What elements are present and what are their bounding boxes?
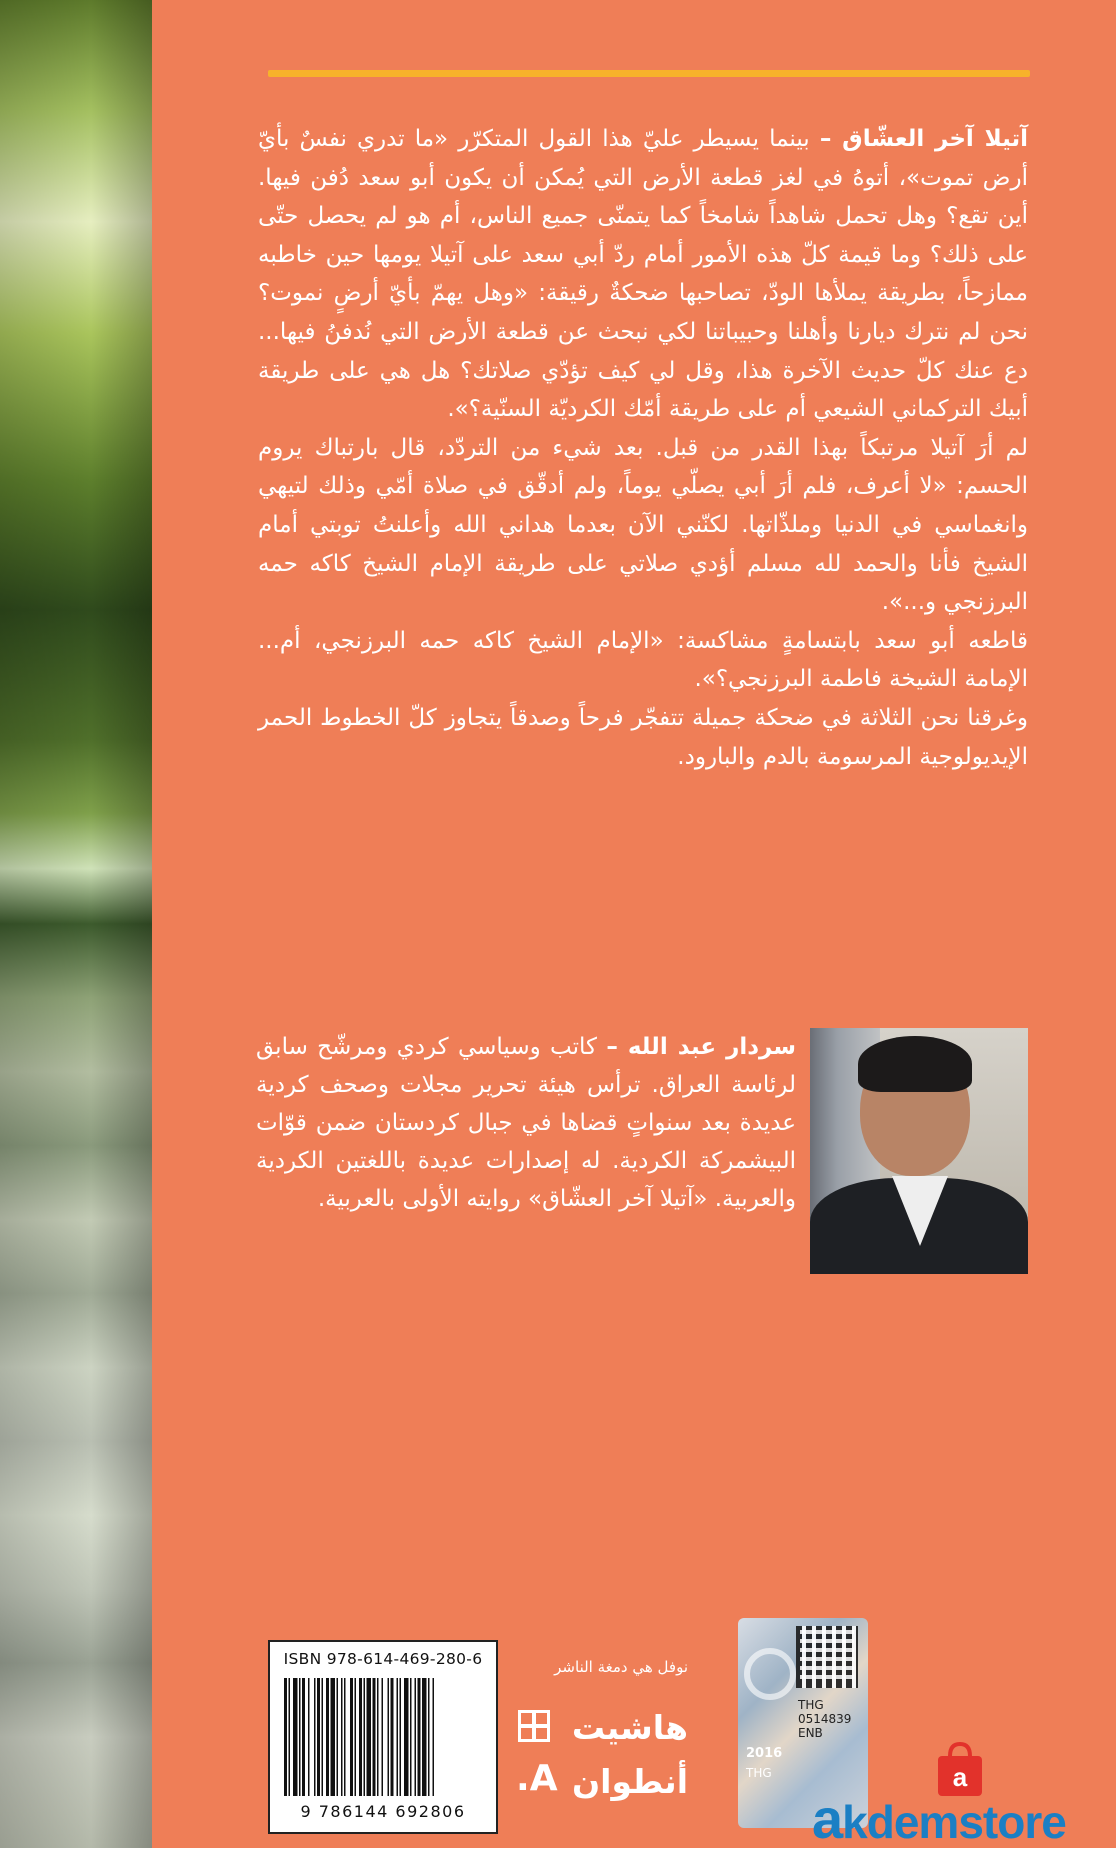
store-first-letter: a	[812, 1787, 843, 1850]
publisher-logo	[516, 1640, 688, 1830]
barcode-bar	[382, 1678, 384, 1796]
barcode-bar	[359, 1678, 362, 1796]
blurb-paragraph-2: لم أرَ آتيلا مرتبكاً بهذا القدر من قبل. بعد شيء من التردّد، قال بارتباك يروم الحسم: «لا أعرف، فلم أرَ أبي يصلّي يوماً، ولم أدقّق في صلاة أمّي وذلك لتيهي وانغماسي في الدنيا وملذّاتها. لكنّني الآن بعدما هداني الله وأعلنتُ توبتي أمام الشيخ فأنا والحمد لله مسلم أؤدي صلاتي على طريقة الإمام الشيخ كاكه حمه البرزنجي و...».	[258, 434, 1028, 616]
blurb-paragraph-3: قاطعه أبو سعد بابتسامةٍ مشاكسة: «الإمام الشيخ كاكه حمه البرزنجي، أم... الإمامة الشيخة فاطمة البرزنجي؟».	[258, 627, 1028, 693]
publisher-name-bottom: أنطوان	[571, 1762, 688, 1801]
barcode-bar	[422, 1678, 427, 1796]
blurb-text-1: بينما يسيطر عليّ هذا القول المتكرّر «ما تدري نفسٌ بأيّ أرض تموت»، أتوهُ في لغز قطعة الأرض التي يُمكن أن يكون أبو سعد دُفن فيها. أين تقع؟ وهل تحمل شاهداً شامخاً كما يتمنّى جميع الناس، أم هو لم يحصل حتّى على ذلك؟ وما قيمة كلّ هذه الأمور أمام ردّ أبي سعد على آتيلا يومها حين خاطبه ممازحاً، بطريقة يملأها الودّ، تصاحبها ضحكةٌ رقيقة: «وهل يهمّ بأيّ أرضٍ نموت؟ نحن لم نترك ديارنا وأهلنا وحبيباتنا لكي نبحث عن قطعة الأرض التي نُدفنُ فيها... دع عنك كلّ حديث الآخرة هذا، وقل لي كيف تؤدّي صلاتك؟ هل هي على طريقة أبيك التركماني الشيعي أم على طريقة أمّك الكرديّة السنّية؟».	[258, 126, 1028, 423]
barcode-bar	[418, 1678, 421, 1796]
hologram-swirl-icon	[744, 1648, 796, 1700]
barcode-bar	[293, 1678, 298, 1796]
hologram-year: 2016	[746, 1746, 783, 1761]
barcode-bar	[391, 1678, 394, 1796]
barcode-bar	[317, 1678, 320, 1796]
author-photo	[810, 1028, 1028, 1274]
barcode-bar	[331, 1678, 336, 1796]
author-section	[258, 1028, 1028, 1278]
blurb-paragraph-4: وغرقنا نحن الثلاثة في ضحكة جميلة تتفجّر فرحاً وصدقاً يتجاوز كلّ الخطوط الحمر الإيديولوجية المرسومة بالدم والبارود.	[258, 704, 1028, 770]
photo-hair	[858, 1036, 972, 1092]
barcode-bar	[388, 1678, 390, 1796]
barcode-bar	[289, 1678, 291, 1796]
barcode-bar	[344, 1678, 346, 1796]
qr-code-pattern	[800, 1630, 854, 1684]
publisher-name-top: هاشيت	[571, 1708, 688, 1747]
barcode-bar	[299, 1678, 301, 1796]
barcode-bar	[341, 1678, 343, 1796]
blurb	[258, 120, 1028, 776]
store-watermark	[812, 1787, 1112, 1850]
hologram-code	[798, 1698, 851, 1740]
barcode-bar	[364, 1678, 366, 1796]
blurb-paragraph-1	[258, 120, 1028, 429]
barcode-bar	[308, 1678, 310, 1796]
hologram-code-line-2: 0514839	[798, 1712, 852, 1726]
barcode-bar	[410, 1678, 412, 1796]
author-bio	[256, 1028, 796, 1218]
barcode-bar	[355, 1678, 357, 1796]
author-bio-text: كاتب وسياسي كردي ومرشّح سابق لرئاسة العراق. ترأس هيئة تحرير مجلات وصحف كردية عديدة بعد سنواتٍ قضاها في جبال كردستان ضمن قوّات البيشمركة الكردية. له إصدارات عديدة باللغتين الكردية والعربية. «آتيلا آخر العشّاق» روايته الأولى بالعربية.	[256, 1034, 796, 1212]
barcode-bar	[326, 1678, 329, 1796]
store-name: kdemstore	[842, 1796, 1066, 1848]
isbn-label: ISBN 978-614-469-280-6	[283, 1650, 483, 1668]
barcode-bar	[367, 1678, 372, 1796]
barcode-bar	[428, 1678, 430, 1796]
svg-text:a: a	[952, 1762, 968, 1792]
barcode-bar	[377, 1678, 379, 1796]
author-name: سردار عبد الله –	[606, 1034, 796, 1060]
barcode-bar	[397, 1678, 399, 1796]
barcode-bar	[322, 1678, 324, 1796]
barcode-bar	[433, 1678, 435, 1796]
barcode-bar	[302, 1678, 305, 1796]
barcode-bar	[415, 1678, 417, 1796]
barcode-number: 9 786144 692806	[300, 1802, 466, 1821]
barcode-bar	[404, 1678, 409, 1796]
hologram-code-line-1: THG	[798, 1698, 824, 1712]
barcode-bar	[350, 1678, 353, 1796]
hologram-code-line-3: ENB	[798, 1726, 823, 1740]
top-rule	[268, 70, 1030, 77]
blurb-title: آتيلا آخر العشّاق –	[819, 126, 1028, 152]
hologram-tag: THG	[746, 1766, 772, 1780]
barcode-bar	[284, 1678, 287, 1796]
barcode-bar	[314, 1678, 316, 1796]
publisher-slogan: نوفل هي دمغة الناشر	[554, 1658, 688, 1676]
barcode-bar	[400, 1678, 402, 1796]
barcode-bar	[337, 1678, 339, 1796]
barcode-box	[268, 1640, 498, 1834]
publisher-h-icon	[518, 1710, 550, 1742]
barcode-bar	[373, 1678, 376, 1796]
publisher-latin-mark: A.	[516, 1758, 558, 1799]
barcode-bars	[284, 1678, 482, 1796]
spine-shadow	[0, 0, 152, 1848]
